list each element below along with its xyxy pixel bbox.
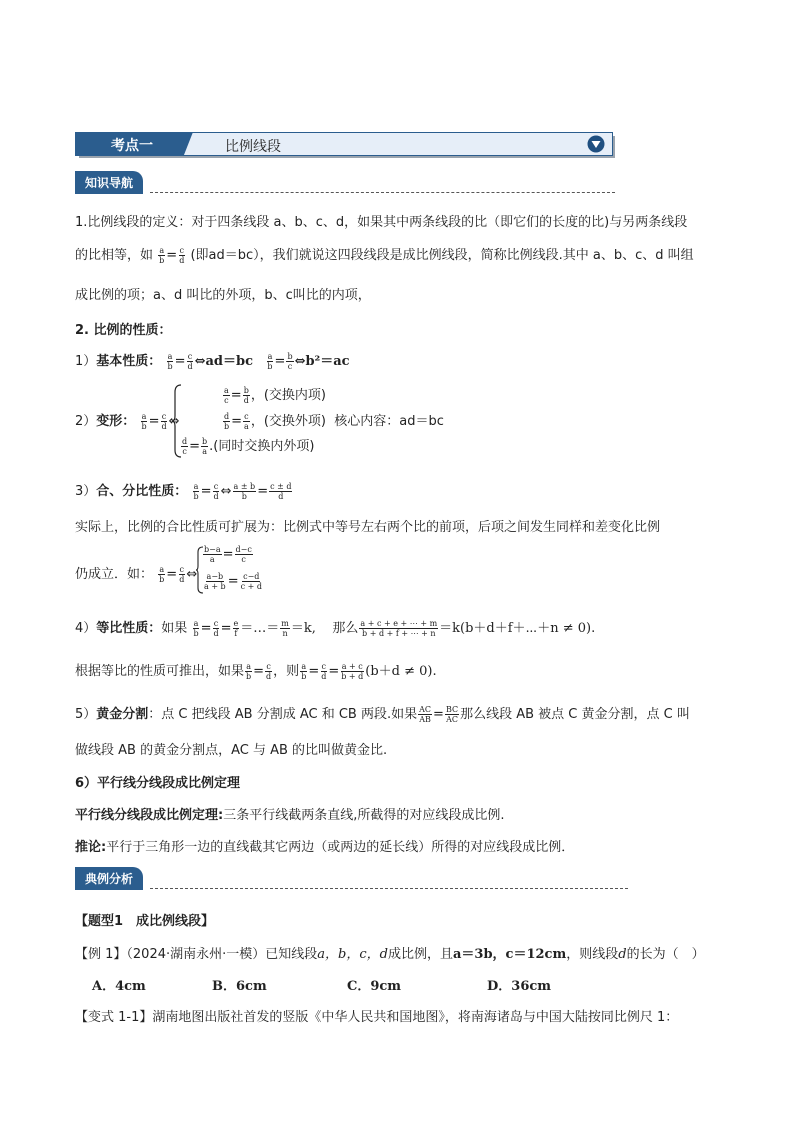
prop-transform: 2）变形： $\frac{a}{b}$ = $\frac{c}{d}$ ⇔ (75, 412, 180, 431)
section-tag-nav (75, 171, 143, 194)
transform-1-text: ，(交换内项) (250, 388, 326, 403)
corollary-line (75, 836, 574, 855)
prop-transform-name: 变形： (96, 414, 136, 429)
prop-basic-eq1: ⇔ad＝bc (194, 354, 254, 369)
prop-golden-line2: 做线段 AB 的黄金分割点，AC 与 AB 的比叫做黄金比. (75, 743, 388, 758)
banner-title: 比例线段 (225, 139, 281, 155)
transform-core: 核心内容：ad＝bc (334, 414, 444, 429)
transform-2: $\frac{d}{b}$ = $\frac{c}{a}$ ，(交换外项) 核心内容：ad＝bc (224, 412, 444, 431)
option-b[interactable]: B．6cm (212, 979, 267, 994)
prop-equal-label: 4） (75, 621, 97, 636)
example-1-d: d (618, 947, 627, 962)
transform-1: $\frac{a}{c}$ = $\frac{b}{d}$ ，(交换内项) (224, 386, 326, 405)
corollary-name: 推论: (75, 840, 107, 855)
prop-combine-label: 3） (75, 484, 97, 499)
props-title: 2. 比例的性质： (75, 323, 172, 338)
prop-basic-name: 基本性质： (96, 354, 162, 369)
divider-examples (150, 888, 628, 889)
theorem-line (75, 804, 504, 823)
derive-mid: ，则 (273, 664, 300, 679)
section-banner (75, 132, 615, 156)
prop-combine: 3）合、分比性质： $\frac{a}{b}$ = $\frac{c}{d}$ ⇔ $\frac{a \pm b}{b}$ = $\frac{c \pm d}{d}$ (75, 482, 292, 501)
prop-golden-text2: 那么线段 AB 被点 C 黄金分割，点 C 叫 (460, 707, 690, 722)
prop-equal-post: ＝k, (290, 621, 316, 636)
question-type-title: 【题型1 成比例线段】 (75, 914, 215, 929)
transform-3-text: (同时交换内外项) (213, 439, 315, 454)
example-1-stem-b: 成比例，且 (387, 947, 453, 962)
prop-basic-eq2: ⇔b²＝ac (294, 354, 350, 369)
prop-combine-name: 合、分比性质： (96, 484, 188, 499)
theorem-text: 三条平行线截两条直线,所截得的对应线段成比例. (223, 808, 505, 823)
example-1-stem-d: 的长为（ ） (626, 947, 705, 962)
prop-equal-result: ＝k(b＋d＋f＋⋯＋n ≠ 0). (439, 621, 596, 636)
derive-pre: 根据等比的性质可推出，如果 (75, 664, 245, 679)
variant-1-1: 【变式 1-1】湖南地图出版社首发的竖版《中华人民共和国地图》，将南海诸岛与中国大陆按同比例尺 1： (75, 1010, 679, 1025)
example-1-stem-a: 【例 1】（2024·湖南永州·一模）已知线段 (75, 947, 318, 962)
example-1-stem (75, 943, 705, 962)
def-line2: 的比相等，如 $\frac{a}{b}$ = $\frac{c}{d}$ (即ad＝bc），我们就说这四段线段是成比例线段，简称比例线段.其中 a、b、c、d 叫组 (75, 246, 694, 265)
prop-basic-label: 1） (75, 354, 97, 369)
prop-equal-pre: 如果 (161, 621, 188, 636)
prop-combine-arrow: ⇔ (220, 484, 232, 499)
example-1-vars: a，b，c，d (317, 947, 388, 962)
transform-3: $\frac{d}{c}$ = $\frac{b}{a}$ .(同时交换内外项) (182, 437, 315, 456)
example-1-cond: a＝3b，c＝12cm (452, 947, 567, 962)
section-tag-examples-label: 典例分析 (85, 872, 134, 886)
corollary-text: 平行于三角形一边的直线截其它两边（或两边的延长线）所得的对应线段成比例． (106, 840, 575, 855)
prop-basic: 1）基本性质： $\frac{a}{b}$ = $\frac{c}{d}$ ⇔ad＝bc $\frac{a}{b}$ = $\frac{b}{c}$ ⇔b²＝ac (75, 352, 350, 371)
def-line2-pre: 的比相等，如 (75, 248, 154, 263)
example-1-stem-c: ，则线段 (566, 947, 619, 962)
prop-transform-label: 2） (75, 414, 97, 429)
option-c[interactable]: C．9cm (347, 979, 402, 994)
option-d[interactable]: D．36cm (487, 979, 552, 994)
section-tag-examples (75, 867, 143, 890)
def-line2-post: (即ad＝bc），我们就说这四段线段是成比例线段，简称比例线段.其中 a、b、c、d 叫组 (190, 248, 694, 263)
ext-case1: $\frac{b-a}{a}$ = $\frac{d-c}{c}$ (204, 545, 252, 564)
ext-line2-text: 仍成立．如： (75, 567, 154, 582)
def-line3: 成比例的项；a、d 叫比的外项，b、c叫比的内项， (75, 288, 371, 303)
prop-golden-name: 黄金分割 (96, 707, 149, 722)
prop-equal-then: 那么 (332, 621, 359, 636)
prop-equal-name: 等比性质： (96, 621, 162, 636)
ext-case2: $\frac{a-b}{a + b}$ = $\frac{c-d}{c + d}$ (204, 572, 262, 591)
prop-golden: 5）黄金分割：点 C 把线段 AB 分割成 AC 和 CB 两段.如果 $\frac{AC}{AB}$ = $\frac{BC}{AC}$ 那么线段 AB 被点 C 黄金分割，点 C 叫 (75, 705, 690, 724)
chevron-down-circle-icon[interactable] (587, 135, 605, 153)
option-a[interactable]: A．4cm (92, 979, 146, 994)
prop-golden-label: 5） (75, 707, 97, 722)
theorem-name: 平行线分线段成比例定理: (75, 808, 224, 823)
ext-line1: 实际上，比例的合比性质可扩展为：比例式中等号左右两个比的前项，后项之间发生同样和差变化比例 (75, 520, 661, 535)
theorem-title: 6）平行线分线段成比例定理 (75, 776, 241, 791)
prop-equal: 4）等比性质：如果 $\frac{a}{b}$ = $\frac{c}{d}$ = $\frac{e}{f}$ ＝…＝ $\frac{m}{n}$ ＝k, 那么 $\frac{a + c + e + \cdots + m}{b + d + f + \cdots + n}$ ＝k(b＋d＋f＋⋯＋n ≠ 0). (75, 619, 596, 638)
section-tag-nav-label: 知识导航 (85, 176, 134, 190)
ext-line2: 仍成立．如： $\frac{a}{b}$ = $\frac{c}{d}$ ⇔ (75, 565, 198, 584)
banner-badge-label: 考点一 (111, 138, 153, 154)
transform-2-text: ，(交换外项) (250, 414, 326, 429)
derive-end: (b＋d ≠ 0). (365, 664, 437, 679)
divider-nav (150, 192, 615, 193)
prop-equal-mid: ＝…＝ (240, 621, 280, 636)
prop-golden-text1: ：点 C 把线段 AB 分割成 AC 和 CB 两段.如果 (148, 707, 418, 722)
prop-equal-derive: 根据等比的性质可推出，如果 $\frac{a}{b}$ = $\frac{c}{d}$ ，则 $\frac{a}{b}$ = $\frac{c}{d}$ = $\frac{a + c}{b + d}$ (b＋d ≠ 0). (75, 662, 437, 681)
def-line1: 1.比例线段的定义：对于四条线段 a、b、c、d，如果其中两条线段的比（即它们的长度的比)与另两条线段 (75, 215, 688, 230)
